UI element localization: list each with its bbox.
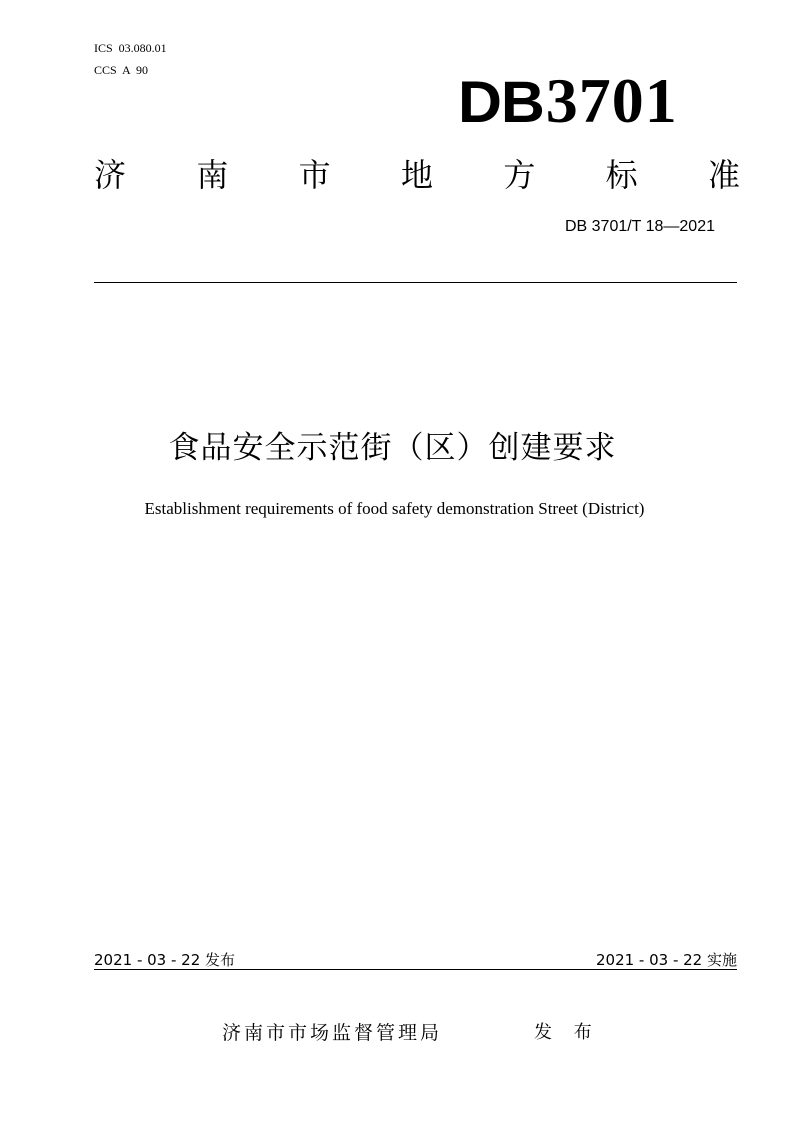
footer-divider <box>94 969 737 970</box>
standard-type-char: 标 <box>605 156 638 194</box>
issue-label: 发 布 <box>534 1022 600 1043</box>
publish-date: 2021 - 03 - 22 发布 <box>94 951 236 969</box>
logo-db-letters: DB <box>458 70 544 135</box>
standard-type-char: 济 <box>94 156 127 194</box>
ics-code: ICS 03.080.01 <box>94 41 167 55</box>
standard-type-heading <box>94 150 740 200</box>
implementation-date: 2021 - 03 - 22 实施 <box>595 951 737 969</box>
document-title-english: Establishment requirements of food safety demonstration Street (District) <box>144 499 645 518</box>
header-divider <box>94 282 737 283</box>
standard-number: DB 3701/T 18—2021 <box>564 218 715 235</box>
db-standard-logo <box>458 65 720 136</box>
issuing-authority: 济南市市场监督管理局 <box>222 1022 443 1044</box>
standard-type-char: 市 <box>298 156 331 194</box>
standard-type-char: 方 <box>503 156 536 194</box>
standard-type-char: 南 <box>196 156 229 194</box>
document-title-chinese: 食品安全示范街（区）创建要求 <box>168 430 617 466</box>
standard-type-char: 准 <box>707 156 740 194</box>
logo-db-number: 3701 <box>545 65 678 136</box>
standard-type-char: 地 <box>400 156 433 194</box>
ccs-code: CCS A 90 <box>94 63 149 77</box>
